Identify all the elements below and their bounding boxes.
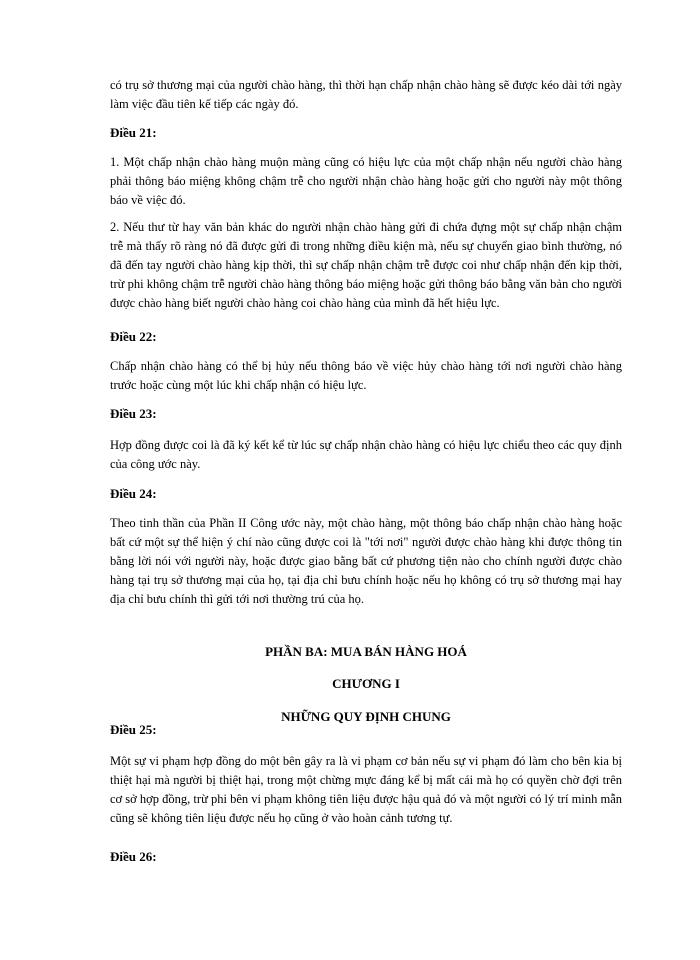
paragraph-dieu-23: Hợp đồng được coi là đã ký kết kể từ lúc sự chấp nhận chào hàng có hiệu lực chiểu theo các quy định của công ước này. [110,438,622,471]
heading-dieu-25: Điều 25: [110,722,157,737]
heading-dieu-23: Điều 23: [110,406,157,421]
paragraph-dieu-24: Theo tinh thần của Phần II Công ước này, một chào hàng, một thông báo chấp nhận chào hàng hoặc bất cứ một sự thể hiện ý chí nào cũng được coi là "tới nơi" người được chào hàng khi được thông tin bằng lời nói với người này, hoặc được giao bằng bất cứ phương tiện nào cho chính người được chào hàng tại trụ sở thương mại của họ, tại địa chỉ bưu chính hoặc nếu họ không có trụ sở thương mại hay địa chỉ bưu chính thì gửi tới nơi thường trú của họ. [110,516,622,606]
chapter-number: CHƯƠNG I [332,676,400,691]
paragraph-dieu-21-2: 2. Nếu thư từ hay văn bản khác do người nhận chào hàng gửi đi chứa đựng một sự chấp nhận chậm trễ mà thấy rõ ràng nó đã được gửi đi trong những điều kiện mà, nếu sự chuyển giao bình thường, nó đã đến tay người chào hàng kịp thời, thì sự chấp nhận chậm trễ được coi như chấp nhận đến kịp thời, trừ phi không chậm trễ người chào hàng thông báo miệng hoặc gửi thông báo bằng văn bản cho người được chào hàng biết người chào hàng coi chào hàng của mình đã hết hiệu lực. [110,220,622,310]
heading-dieu-26: Điều 26: [110,849,157,864]
paragraph-dieu-22: Chấp nhận chào hàng có thể bị hủy nếu thông báo về việc hủy chào hàng tới nơi người chào hàng trước hoặc cùng một lúc khi chấp nhận có hiệu lực. [110,359,622,392]
paragraph-intro: có trụ sở thương mại của người chào hàng, thì thời hạn chấp nhận chào hàng sẽ được kéo dài tới ngày làm việc đầu tiên kế tiếp các ngày đó. [110,78,622,111]
heading-dieu-21: Điều 21: [110,125,157,140]
heading-dieu-24: Điều 24: [110,486,157,501]
paragraph-dieu-25: Một sự vi phạm hợp đồng do một bên gây ra là vi phạm cơ bản nếu sự vi phạm đó làm cho bên kia bị thiệt hại mà người bị thiệt hại, trong một chừng mực đáng kể bị mất cái mà họ có quyền chờ đợi trên cơ sở hợp đồng, trừ phi bên vi phạm không tiên liệu được hậu quả đó và một người có lý trí minh mẫn cũng sẽ không tiên liệu được nếu họ cũng ở vào hoàn cảnh tương tự. [110,754,622,825]
paragraph-dieu-21-1: 1. Một chấp nhận chào hàng muộn màng cũng có hiệu lực của một chấp nhận nếu người chào hàng phải thông báo miệng không chậm trễ cho người nhận chào hàng hoặc gửi cho người này một thông báo về việc đó. [110,155,622,207]
chapter-title: NHỮNG QUY ĐỊNH CHUNG [281,709,451,724]
part-title: PHẦN BA: MUA BÁN HÀNG HOÁ [265,644,467,659]
heading-dieu-22: Điều 22: [110,329,157,344]
